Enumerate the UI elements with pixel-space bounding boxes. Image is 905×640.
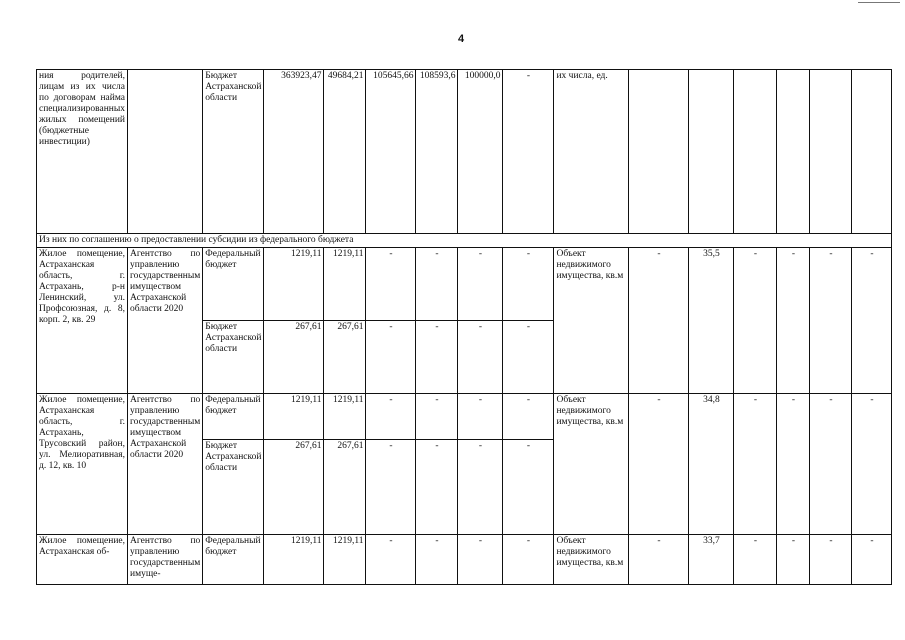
corner-mark [858,2,900,3]
amount-cell: 267,61 [264,440,324,535]
amount-cell: - [503,535,554,585]
amount-cell: 100000,0 [458,70,503,234]
amount-cell: - [366,248,416,321]
value-cell: - [777,535,810,585]
value-cell [629,70,689,234]
indicator-cell: Объект недвижимого имущества, кв.м [554,248,629,394]
amount-cell: 105645,66 [366,70,416,234]
value-cell [689,70,734,234]
amount-cell: - [458,394,503,440]
amount-cell: 108593,6 [416,70,458,234]
amount-cell: 267,61 [324,440,366,535]
value-cell: 35,5 [689,248,734,394]
value-cell: - [852,248,892,394]
amount-cell: - [503,440,554,535]
funding-source-cell: Федеральный бюджет [203,248,264,321]
table-row [37,394,892,440]
value-cell: - [629,394,689,535]
table-row [37,70,892,234]
agency-cell: Агентство по управлению государственным имуще- [128,535,203,585]
value-cell: - [777,394,810,535]
amount-cell: 49684,21 [324,70,366,234]
object-name-cell: Жилое помещение, Астраханская область, г. Астрахань, р-н Ленинский, ул. Профсоюзная, д. 8, корп. 2, кв. 29 [37,248,128,394]
agency-cell: Агентство по управлению государственным имуществом Астраханской области 2020 [128,394,203,535]
table-row [37,535,892,585]
amount-cell: - [416,321,458,394]
value-cell: 33,7 [689,535,734,585]
amount-cell: 1219,11 [324,394,366,440]
indicator-cell: Объект недвижимого имущества, кв.м [554,535,629,585]
amount-cell: - [503,70,554,234]
value-cell: - [734,535,777,585]
amount-cell: 1219,11 [264,248,324,321]
funding-source-cell: Бюджет Астраханской области [203,321,264,394]
indicator-cell: Объект недвижимого имущества, кв.м [554,394,629,535]
amount-cell: 1219,11 [264,535,324,585]
amount-cell: - [416,394,458,440]
amount-cell: 267,61 [324,321,366,394]
amount-cell: 363923,47 [264,70,324,234]
value-cell: - [810,394,852,535]
value-cell [852,70,892,234]
amount-cell: - [366,321,416,394]
value-cell: 34,8 [689,394,734,535]
value-cell: - [629,535,689,585]
value-cell: - [852,535,892,585]
page-number: 4 [458,33,465,45]
program-name-cell: ния родителей, лицам из их числа по договорам найма специализированных жилых помещений (бюджетные инвестиции) [37,70,128,234]
amount-cell: 1219,11 [324,535,366,585]
amount-cell: - [458,535,503,585]
value-cell [734,70,777,234]
value-cell: - [852,394,892,535]
table-row [37,248,892,321]
value-cell: - [734,394,777,535]
value-cell: - [777,248,810,394]
section-header: Из них по соглашению о предоставлении субсидии из федерального бюджета [37,234,892,248]
agency-cell [128,70,203,234]
amount-cell: 1219,11 [324,248,366,321]
funding-source-cell: Бюджет Астраханской области [203,70,264,234]
amount-cell: - [416,248,458,321]
object-name-cell: Жилое помещение, Астраханская область, г. Астрахань, Трусовский район, ул. Мелиоративная, д. 12, кв. 10 [37,394,128,535]
amount-cell: - [458,248,503,321]
amount-cell: - [458,440,503,535]
value-cell: - [734,248,777,394]
funding-source-cell: Федеральный бюджет [203,394,264,440]
amount-cell: - [503,321,554,394]
amount-cell: - [366,440,416,535]
value-cell [810,70,852,234]
amount-cell: - [416,535,458,585]
indicator-cell: их числа, ед. [554,70,629,234]
amount-cell: - [503,248,554,321]
value-cell: - [810,248,852,394]
budget-table [36,69,892,585]
amount-cell: - [366,394,416,440]
value-cell: - [810,535,852,585]
value-cell: - [629,248,689,394]
object-name-cell: Жилое помещение, Астраханская об- [37,535,128,585]
amount-cell: 267,61 [264,321,324,394]
value-cell [777,70,810,234]
section-header-row [37,234,892,248]
amount-cell: - [366,535,416,585]
amount-cell: - [503,394,554,440]
amount-cell: - [416,440,458,535]
amount-cell: 1219,11 [264,394,324,440]
agency-cell: Агентство по управлению государственным имуществом Астраханской области 2020 [128,248,203,394]
funding-source-cell: Федеральный бюджет [203,535,264,585]
funding-source-cell: Бюджет Астраханской области [203,440,264,535]
amount-cell: - [458,321,503,394]
